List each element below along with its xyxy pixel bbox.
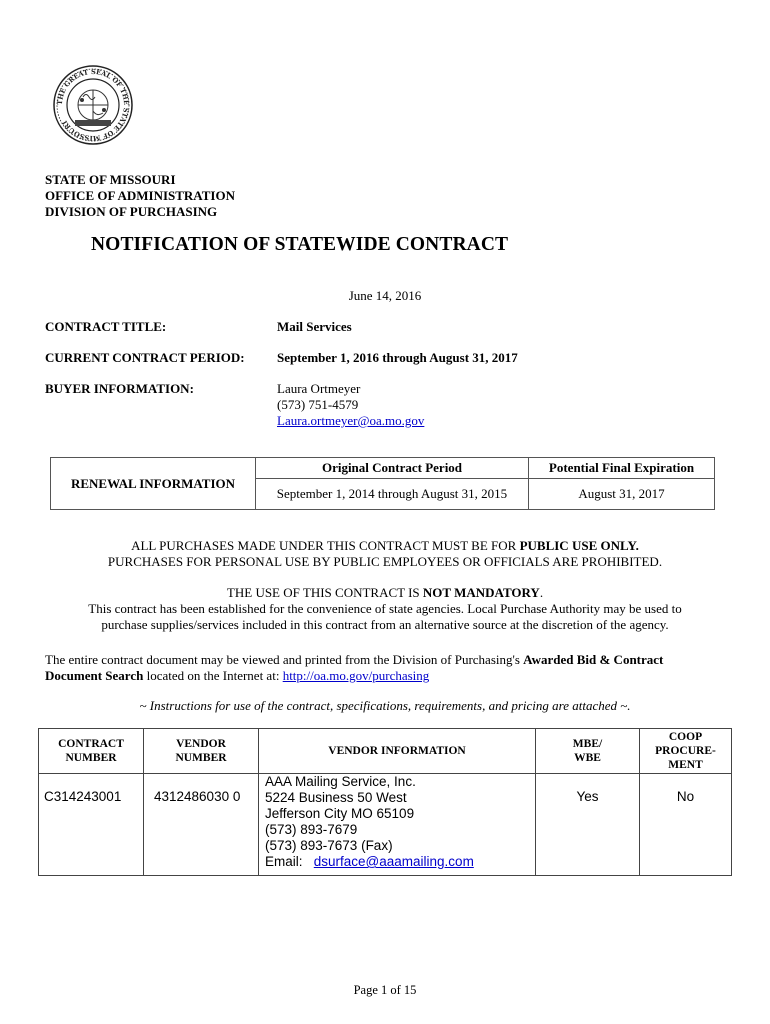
original-period-header: Original Contract Period — [256, 458, 529, 479]
notice-text: ALL PURCHASES MADE UNDER THIS CONTRACT MUST BE FOR — [131, 538, 520, 553]
page-title: NOTIFICATION OF STATEWIDE CONTRACT — [91, 234, 509, 255]
vendor-email-label: Email: — [265, 854, 303, 869]
notice-emphasis: NOT MANDATORY — [422, 585, 540, 600]
header-line: OFFICE OF ADMINISTRATION — [45, 188, 235, 203]
state-seal-icon — [52, 64, 134, 146]
agency-header — [45, 172, 235, 220]
body-emphasis: Awarded Bid & Contract — [523, 652, 664, 667]
vendor-number-cell: 4312486030 0 — [144, 774, 259, 876]
body-text: located on the Internet at: — [143, 668, 283, 683]
notice-text: THE USE OF THIS CONTRACT IS — [226, 585, 423, 600]
vendor-address: 5224 Business 50 West — [265, 790, 407, 805]
public-use-notice — [0, 538, 770, 570]
header-text: NUMBER — [65, 752, 117, 764]
contract-title-label: CONTRACT TITLE: — [45, 319, 167, 334]
header-text: MENT — [668, 759, 703, 771]
contract-number-header — [39, 729, 144, 774]
renewal-table — [50, 457, 715, 510]
mbe-cell: Yes — [536, 774, 640, 876]
original-period-value: September 1, 2014 through August 31, 2015 — [256, 479, 529, 510]
document-search-text — [45, 652, 735, 684]
buyer-name: Laura Ortmeyer — [277, 381, 361, 396]
vendor-city: Jefferson City MO 65109 — [265, 806, 415, 821]
notice-text: This contract has been established for the convenience of state agencies. Local Purchase Authority may be used to — [88, 601, 682, 616]
purchasing-link[interactable]: http://oa.mo.gov/purchasing — [282, 668, 430, 683]
notice-text: PURCHASES FOR PERSONAL USE BY PUBLIC EMPLOYEES OR OFFICIALS ARE PROHIBITED. — [107, 554, 663, 569]
vendor-info-cell — [259, 774, 536, 876]
mandatory-notice — [0, 585, 770, 633]
final-expiration-value: August 31, 2017 — [529, 479, 715, 510]
header-text: MBE/ — [572, 738, 603, 750]
header-line: STATE OF MISSOURI — [45, 172, 176, 187]
svg-text:THE GREAT SEAL OF THE STATE OF: THE GREAT SEAL OF THE STATE OF MISSOURI — [55, 67, 131, 143]
contract-period-value: September 1, 2016 through August 31, 2017 — [277, 350, 518, 365]
notice-date: June 14, 2016 — [348, 288, 422, 303]
vendor-number-header — [144, 729, 259, 774]
vendor-table — [38, 728, 732, 876]
notice-emphasis: PUBLIC USE ONLY. — [519, 538, 639, 553]
buyer-email-link[interactable]: Laura.ortmeyer@oa.mo.gov — [277, 413, 425, 428]
coop-cell: No — [640, 774, 732, 876]
buyer-info-label: BUYER INFORMATION: — [45, 381, 194, 396]
mbe-header — [536, 729, 640, 774]
body-text: The entire contract document may be viewed and printed from the Division of Purchasing's — [45, 652, 524, 667]
contract-period-label: CURRENT CONTRACT PERIOD: — [45, 350, 245, 365]
vendor-info-header: VENDOR INFORMATION — [259, 729, 536, 774]
header-line: DIVISION OF PURCHASING — [45, 204, 218, 219]
header-text: WBE — [574, 752, 601, 764]
final-expiration-header: Potential Final Expiration — [529, 458, 715, 479]
header-text: VENDOR — [176, 738, 226, 750]
contract-title-value: Mail Services — [277, 319, 352, 334]
vendor-fax: (573) 893-7673 (Fax) — [265, 838, 393, 853]
contract-number-cell: C314243001 — [39, 774, 144, 876]
header-text: COOP — [668, 731, 703, 743]
vendor-email-link[interactable]: dsurface@aaamailing.com — [313, 854, 474, 869]
page-number: Page 1 of 15 — [353, 983, 417, 997]
header-text: PROCURE- — [655, 745, 716, 757]
notice-text: purchase supplies/services included in this contract from an alternative source at the discretion of the agency. — [101, 617, 669, 632]
header-text: CONTRACT — [58, 738, 124, 750]
renewal-label: RENEWAL INFORMATION — [51, 458, 256, 510]
buyer-phone: (573) 751-4579 — [277, 397, 359, 412]
coop-header — [640, 729, 732, 774]
body-emphasis: Document Search — [45, 668, 144, 683]
buyer-info — [277, 381, 424, 429]
vendor-name: AAA Mailing Service, Inc. — [265, 774, 416, 789]
vendor-phone: (573) 893-7679 — [265, 822, 358, 837]
header-text: NUMBER — [175, 752, 227, 764]
notice-text: . — [539, 585, 544, 600]
table-row — [39, 774, 732, 876]
instructions-note: ~ Instructions for use of the contract, specifications, requirements, and pricing are attached ~. — [139, 698, 631, 713]
